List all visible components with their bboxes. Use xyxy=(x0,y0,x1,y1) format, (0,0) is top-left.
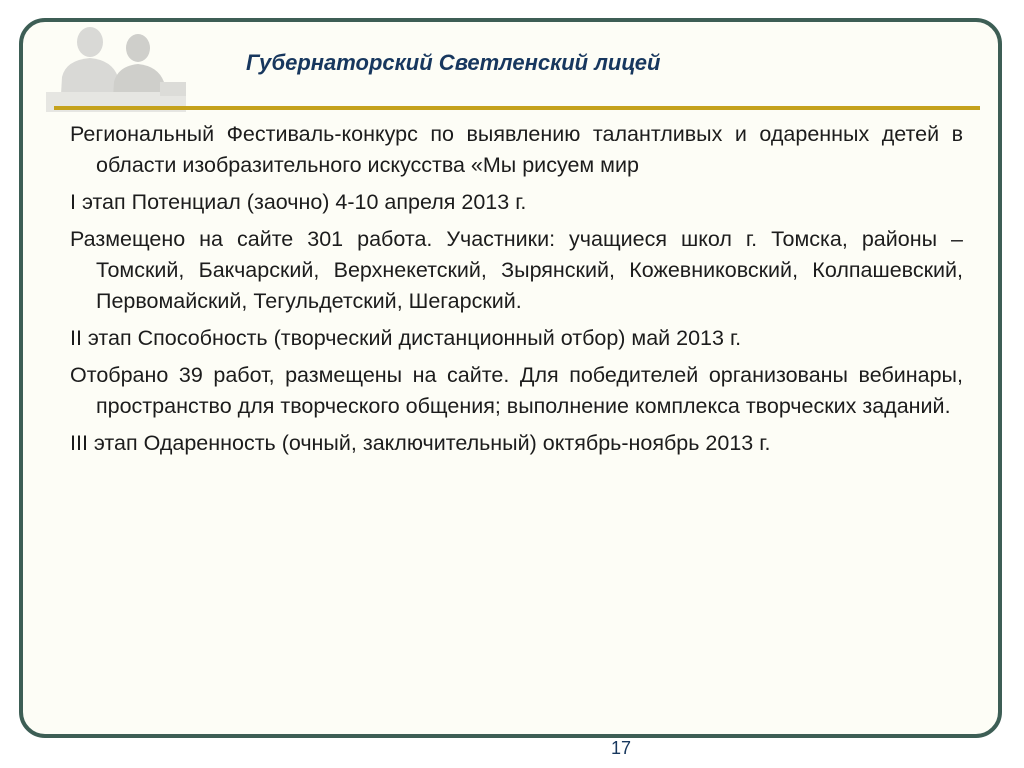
page-title: Губернаторский Светленский лицей xyxy=(246,50,661,75)
paragraph-selection: Отобрано 39 работ, размещены на сайте. Для победителей организованы вебинары, пространство для творческого общения; выполнение комплекса творческих заданий. xyxy=(70,363,963,418)
title-divider xyxy=(54,106,980,110)
paragraph-stage-1: I этап Потенциал (заочно) 4-10 апреля 2013 г. xyxy=(70,190,527,214)
people-silhouette-logo xyxy=(40,22,190,112)
paragraph-stage-3: III этап Одаренность (очный, заключительный) октябрь-ноябрь 2013 г. xyxy=(70,431,771,455)
paragraph-stage-2: II этап Способность (творческий дистанционный отбор) май 2013 г. xyxy=(70,326,742,350)
page-number: 17 xyxy=(611,738,632,758)
paragraph-festival: Региональный Фестиваль-конкурс по выявлению талантливых и одаренных детей в области изобразительного искусства «Мы рисуем мир xyxy=(70,122,963,177)
slide-content xyxy=(70,119,963,465)
paragraph-participants: Размещено на сайте 301 работа. Участники: учащиеся школ г. Томска, районы – Томский, Бакчарский, Верхнекетский, Зырянский, Кожевниковский, Колпашевский, Первомайский, Тегульдетский, Шегарский. xyxy=(70,227,963,313)
